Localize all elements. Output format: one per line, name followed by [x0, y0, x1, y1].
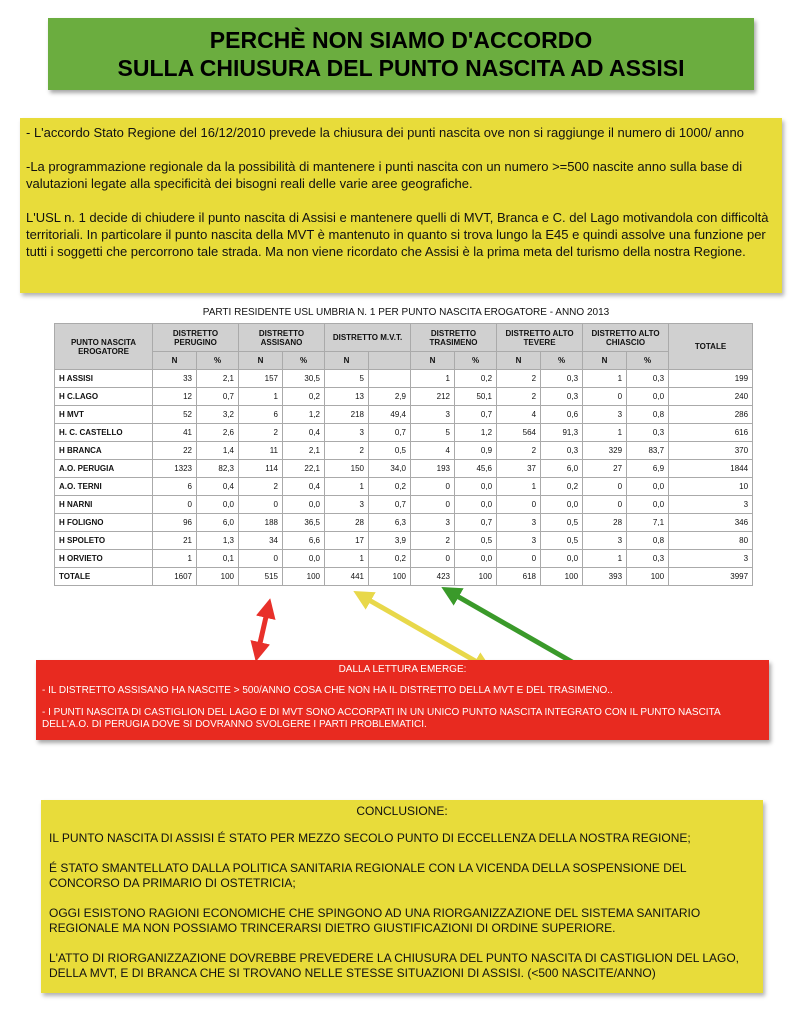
cell-percent: 1,3	[197, 532, 239, 550]
intro-paragraph-3: L'USL n. 1 decide di chiudere il punto nascita di Assisi e mantenere quelli di MVT, Branca e C. del Lago motivandola con difficoltà territoriali. In particolare il punto nascita della MVT è mantenuto in quanto si trova lungo la E45 e quindi assolve una funzione per tutti i soggetti che percorrono tale strada. Ma non viene ricordato che Assisi è la prima meta del turismo della nostra Regione.	[26, 210, 769, 259]
row-label: H MVT	[55, 406, 153, 424]
cell-percent: 0,3	[541, 388, 583, 406]
cell-percent: 100	[369, 568, 411, 586]
cell-count: 5	[411, 424, 455, 442]
cell-percent: 100	[627, 568, 669, 586]
cell-count: 218	[325, 406, 369, 424]
cell-count: 1	[497, 478, 541, 496]
cell-percent: 0,1	[197, 550, 239, 568]
cell-percent: 0,0	[541, 550, 583, 568]
cell-count: 3	[583, 532, 627, 550]
cell-percent: 0,2	[455, 370, 497, 388]
conclusion-paragraph-3: OGGI ESISTONO RAGIONI ECONOMICHE CHE SPINGONO AD UNA RIORGANIZZAZIONE DEL SISTEMA SANITARIO REGIONALE MA NON POSSIAMO TRINCERARSI DIETRO GIUSTIFICAZIONI DI ORDINE SUPERIORE.	[49, 906, 701, 935]
cell-count: 96	[153, 514, 197, 532]
cell-percent: 0,6	[541, 406, 583, 424]
intro-paragraph-1: - L'accordo Stato Regione del 16/12/2010 prevede la chiusura dei punti nascita ove non si raggiunge il numero di 1000/ anno	[26, 125, 744, 140]
cell-count: 13	[325, 388, 369, 406]
cell-count: 37	[497, 460, 541, 478]
cell-percent: 50,1	[455, 388, 497, 406]
cell-percent: 7,1	[627, 514, 669, 532]
cell-count: 0	[411, 550, 455, 568]
cell-percent: 6,3	[369, 514, 411, 532]
cell-total: 1844	[669, 460, 753, 478]
cell-percent: 0,0	[283, 550, 325, 568]
cell-count: 3	[497, 514, 541, 532]
cell-count: 2	[411, 532, 455, 550]
cell-percent: 0,0	[455, 550, 497, 568]
cell-total: 3997	[669, 568, 753, 586]
subheader-n: N	[411, 352, 455, 370]
header-distretto-mvt: DISTRETTO M.V.T.	[325, 324, 411, 352]
cell-count: 0	[583, 388, 627, 406]
cell-count: 212	[411, 388, 455, 406]
conclusion-paragraph-1: IL PUNTO NASCITA DI ASSISI É STATO PER MEZZO SECOLO PUNTO DI ECCELLENZA DELLA NOSTRA REGIONE;	[49, 831, 691, 845]
cell-count: 12	[153, 388, 197, 406]
cell-count: 515	[239, 568, 283, 586]
cell-percent: 0,0	[627, 496, 669, 514]
findings-box	[36, 660, 769, 740]
cell-total: 240	[669, 388, 753, 406]
cell-total: 286	[669, 406, 753, 424]
cell-count: 3	[325, 496, 369, 514]
row-label: A.O. PERUGIA	[55, 460, 153, 478]
subheader-n: N	[583, 352, 627, 370]
subheader-pct: %	[627, 352, 669, 370]
cell-count: 0	[583, 478, 627, 496]
cell-count: 329	[583, 442, 627, 460]
cell-count: 28	[325, 514, 369, 532]
cell-percent: 100	[197, 568, 239, 586]
cell-percent: 0,5	[455, 532, 497, 550]
cell-percent: 0,7	[369, 496, 411, 514]
cell-total: 616	[669, 424, 753, 442]
cell-count: 393	[583, 568, 627, 586]
cell-count: 1	[583, 424, 627, 442]
cell-count: 441	[325, 568, 369, 586]
cell-percent: 0,2	[283, 388, 325, 406]
cell-count: 1323	[153, 460, 197, 478]
cell-count: 1	[583, 370, 627, 388]
cell-percent: 1,4	[197, 442, 239, 460]
conclusion-title: CONCLUSIONE:	[356, 804, 448, 818]
row-label: H. C. CASTELLO	[55, 424, 153, 442]
cell-count: 618	[497, 568, 541, 586]
cell-percent: 0,0	[627, 478, 669, 496]
cell-count: 1607	[153, 568, 197, 586]
cell-count: 4	[411, 442, 455, 460]
cell-count: 22	[153, 442, 197, 460]
cell-count: 0	[239, 550, 283, 568]
row-label: H FOLIGNO	[55, 514, 153, 532]
cell-percent: 30,5	[283, 370, 325, 388]
cell-percent: 2,1	[197, 370, 239, 388]
cell-percent: 0,0	[197, 496, 239, 514]
cell-percent: 0,0	[455, 496, 497, 514]
cell-percent: 1,2	[283, 406, 325, 424]
cell-count: 150	[325, 460, 369, 478]
cell-percent: 3,9	[369, 532, 411, 550]
cell-count: 27	[583, 460, 627, 478]
cell-count: 3	[411, 514, 455, 532]
header-totale: TOTALE	[669, 324, 753, 370]
subheader-n: N	[497, 352, 541, 370]
findings-paragraph-2: - I PUNTI NASCITA DI CASTIGLION DEL LAGO E DI MVT SONO ACCORPATI IN UN UNICO PUNTO NASCITA INTEGRATO CON IL PUNTO NASCITA DELL'A.O. DI PERUGIA DOVE SI DOVRANNO SVOLGERE I PARTI PROBLEMATICI.	[42, 707, 721, 730]
findings-title: DALLA LETTURA EMERGE:	[338, 664, 467, 675]
cell-count: 33	[153, 370, 197, 388]
cell-total: 10	[669, 478, 753, 496]
cell-count: 3	[497, 532, 541, 550]
header-distretto-perugino: DISTRETTO PERUGINO	[153, 324, 239, 352]
cell-percent: 6,9	[627, 460, 669, 478]
cell-percent: 0,5	[541, 514, 583, 532]
cell-total: 370	[669, 442, 753, 460]
cell-total: 3	[669, 496, 753, 514]
cell-percent: 0,8	[627, 532, 669, 550]
cell-count: 1	[239, 388, 283, 406]
cell-count: 1	[325, 550, 369, 568]
cell-count: 6	[239, 406, 283, 424]
cell-percent: 0,7	[369, 424, 411, 442]
cell-percent: 6,6	[283, 532, 325, 550]
cell-percent: 0,4	[283, 478, 325, 496]
cell-count: 114	[239, 460, 283, 478]
cell-count: 6	[153, 478, 197, 496]
cell-count: 28	[583, 514, 627, 532]
header-punto-nascita: PUNTO NASCITA EROGATORE	[55, 324, 153, 370]
cell-percent: 6,0	[197, 514, 239, 532]
cell-percent: 0,0	[455, 478, 497, 496]
cell-percent: 0,3	[627, 370, 669, 388]
cell-count: 3	[325, 424, 369, 442]
cell-count: 0	[411, 478, 455, 496]
row-label: H C.LAGO	[55, 388, 153, 406]
title-line-2: SULLA CHIUSURA DEL PUNTO NASCITA AD ASSISI	[117, 55, 685, 81]
cell-percent: 0,3	[541, 370, 583, 388]
table-title: PARTI RESIDENTE USL UMBRIA N. 1 PER PUNTO NASCITA EROGATORE - ANNO 2013	[202, 307, 610, 318]
cell-percent: 36,5	[283, 514, 325, 532]
cell-total: 80	[669, 532, 753, 550]
row-label: H SPOLETO	[55, 532, 153, 550]
cell-percent: 0,0	[283, 496, 325, 514]
cell-percent: 0,3	[541, 442, 583, 460]
cell-percent: 0,8	[627, 406, 669, 424]
cell-count: 11	[239, 442, 283, 460]
cell-percent: 0,0	[627, 388, 669, 406]
row-label: H ASSISI	[55, 370, 153, 388]
subheader-n: N	[239, 352, 283, 370]
red-double-arrow	[258, 608, 268, 652]
subheader-pct: %	[197, 352, 239, 370]
cell-total: 3	[669, 550, 753, 568]
cell-count: 2	[325, 442, 369, 460]
cell-count: 0	[239, 496, 283, 514]
cell-total: 199	[669, 370, 753, 388]
header-distretto-trasimeno: DISTRETTO TRASIMENO	[411, 324, 497, 352]
cell-percent: 0,7	[455, 406, 497, 424]
cell-count: 0	[497, 550, 541, 568]
row-label: H BRANCA	[55, 442, 153, 460]
cell-count: 4	[497, 406, 541, 424]
cell-percent: 100	[455, 568, 497, 586]
cell-percent: 0,7	[455, 514, 497, 532]
cell-percent: 100	[541, 568, 583, 586]
cell-percent: 49,4	[369, 406, 411, 424]
cell-count: 0	[583, 496, 627, 514]
cell-count: 193	[411, 460, 455, 478]
cell-percent: 45,6	[455, 460, 497, 478]
cell-count: 2	[497, 388, 541, 406]
cell-count: 2	[239, 424, 283, 442]
subheader-pct: %	[541, 352, 583, 370]
cell-percent: 82,3	[197, 460, 239, 478]
cell-count: 2	[239, 478, 283, 496]
cell-percent: 0,3	[627, 424, 669, 442]
cell-count: 2	[497, 442, 541, 460]
cell-count: 3	[411, 406, 455, 424]
cell-percent: 34,0	[369, 460, 411, 478]
cell-percent: 100	[283, 568, 325, 586]
conclusion-paragraph-2: É STATO SMANTELLATO DALLA POLITICA SANITARIA REGIONALE CON LA VICENDA DELLA SOSPENSIONE DEL CONCORSO DA PRIMARIO DI OSTETRICIA;	[49, 861, 687, 890]
subheader-pct: %	[283, 352, 325, 370]
cell-count: 423	[411, 568, 455, 586]
subheader-pct: %	[455, 352, 497, 370]
row-label: TOTALE	[55, 568, 153, 586]
header-distretto-alto-tevere: DISTRETTO ALTO TEVERE	[497, 324, 583, 352]
cell-count: 2	[497, 370, 541, 388]
cell-percent: 0,4	[197, 478, 239, 496]
cell-count: 17	[325, 532, 369, 550]
row-label: A.O. TERNI	[55, 478, 153, 496]
cell-count: 157	[239, 370, 283, 388]
cell-percent: 0,0	[541, 496, 583, 514]
cell-count: 0	[411, 496, 455, 514]
cell-percent: 1,2	[455, 424, 497, 442]
header-distretto-assisano: DISTRETTO ASSISANO	[239, 324, 325, 352]
cell-percent: 2,9	[369, 388, 411, 406]
cell-percent: 0,2	[369, 550, 411, 568]
cell-percent: 0,5	[541, 532, 583, 550]
cell-percent: 0,7	[197, 388, 239, 406]
cell-percent: 2,1	[283, 442, 325, 460]
row-label: H ORVIETO	[55, 550, 153, 568]
cell-percent: 2,6	[197, 424, 239, 442]
cell-count: 1	[325, 478, 369, 496]
header-distretto-alto-chiascio: DISTRETTO ALTO CHIASCIO	[583, 324, 669, 352]
cell-count: 21	[153, 532, 197, 550]
cell-count: 41	[153, 424, 197, 442]
cell-count: 3	[583, 406, 627, 424]
title-line-1: PERCHÈ NON SIAMO D'ACCORDO	[209, 27, 593, 53]
cell-percent: 0,2	[369, 478, 411, 496]
cell-percent: 0,5	[369, 442, 411, 460]
cell-count: 34	[239, 532, 283, 550]
findings-paragraph-1: - IL DISTRETTO ASSISANO HA NASCITE > 500/ANNO COSA CHE NON HA IL DISTRETTO DELLA MVT E DEL TRASIMENO..	[42, 685, 613, 696]
cell-percent: 22,1	[283, 460, 325, 478]
cell-count: 0	[497, 496, 541, 514]
cell-total: 346	[669, 514, 753, 532]
cell-count: 0	[153, 496, 197, 514]
yellow-double-arrow	[362, 596, 484, 666]
cell-count: 1	[583, 550, 627, 568]
cell-percent: 83,7	[627, 442, 669, 460]
cell-count: 564	[497, 424, 541, 442]
cell-percent: 0,2	[541, 478, 583, 496]
subheader-n: N	[325, 352, 369, 370]
cell-count: 1	[411, 370, 455, 388]
conclusion-box	[41, 800, 763, 993]
cell-count: 52	[153, 406, 197, 424]
cell-count: 1	[153, 550, 197, 568]
cell-percent: 0,9	[455, 442, 497, 460]
subheader-n: N	[153, 352, 197, 370]
cell-percent: 0,3	[627, 550, 669, 568]
cell-percent: 3,2	[197, 406, 239, 424]
cell-percent: 6,0	[541, 460, 583, 478]
cell-count: 5	[325, 370, 369, 388]
cell-percent: 0,4	[283, 424, 325, 442]
conclusion-paragraph-4: L'ATTO DI RIORGANIZZAZIONE DOVREBBE PREVEDERE LA CHIUSURA DEL PUNTO NASCITA DI CASTIGLION DEL LAGO, DELLA MVT, E DI BRANCA CHE SI TROVANO NELLE STESSE SITUAZIONI DI ASSISI. (<500 NASCITE/ANNO)	[49, 951, 739, 980]
cell-percent: 91,3	[541, 424, 583, 442]
row-label: H NARNI	[55, 496, 153, 514]
intro-paragraph-2: -La programmazione regionale da la possibilità di mantenere i punti nascita con un numero >=500 nascite anno sulla base di valutazioni legate alla specificità dei bisogni reali delle varie aree geografiche.	[26, 159, 743, 191]
cell-count: 188	[239, 514, 283, 532]
